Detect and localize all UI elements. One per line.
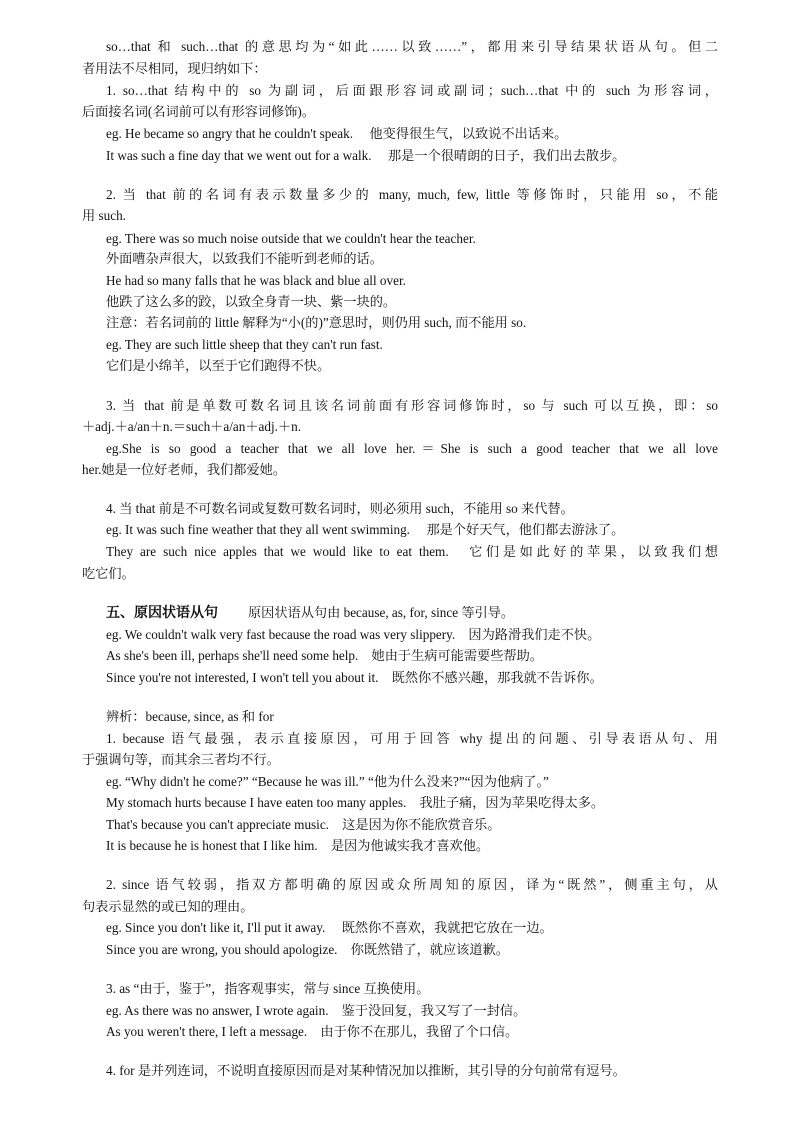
text-line: eg. We couldn't walk very fast because the road was very slippery. 因为路滑我们走不快。	[106, 627, 601, 642]
section-heading-line	[82, 603, 718, 623]
text-line: eg. “Why didn't he come?” “Because he was ill.” “他为什么没来?”“因为他病了。”	[106, 774, 549, 789]
section-intro: 原因状语从句由 because, as, for, since 等引导。	[248, 605, 515, 620]
text-line: Since you're not interested, I won't tell you about it. 既然你不感兴趣，那我就不告诉你。	[106, 670, 603, 685]
text-line: 2. 当 that 前的名词有表示数量多少的 many, much, few, little 等修饰时，只能用 so，不能	[106, 187, 718, 202]
text-line: It is because he is honest that I like him. 是因为他诚实我才喜欢他。	[106, 838, 490, 853]
text-line: eg. They are such little sheep that they can't run fast.	[106, 337, 383, 352]
text-line: eg. Since you don't like it, I'll put it away. 既然你不喜欢，我就把它放在一边。	[106, 920, 553, 935]
text-line: ＋adj.＋a/an＋n.＝such＋a/an＋adj.＋n.	[82, 419, 302, 434]
text-line: 辨析：because, since, as 和 for	[106, 709, 274, 724]
text-line: eg. As there was no answer, I wrote again. 鉴于没回复，我又写了一封信。	[106, 1003, 527, 1018]
text-line: They are such nice apples that we would like to eat them. 它们是如此好的苹果，以致我们想	[106, 544, 718, 559]
text-line: eg.She is so good a teacher that we all love her.＝She is such a good teacher that we all love	[106, 441, 718, 456]
text-line: 4. 当 that 前是不可数名词或复数可数名词时，则必须用 such，不能用 so 来代替。	[106, 501, 574, 516]
text-line: He had so many falls that he was black and blue all over.	[106, 273, 406, 288]
text-line: 1. so…that 结构中的 so 为副词，后面跟形容词或副词；such…that 中的 such 为形容词，	[106, 83, 718, 98]
text-line: It was such a fine day that we went out for a walk. 那是一个很晴朗的日子，我们出去散步。	[106, 148, 626, 163]
text-line: My stomach hurts because I have eaten too many apples. 我肚子痛，因为苹果吃得太多。	[106, 795, 605, 810]
text-line: eg. It was such fine weather that they all went swimming. 那是个好天气，他们都去游泳了。	[106, 522, 625, 537]
text-line: 3. as “由于，鉴于”，指客观事实，常与 since 互换使用。	[106, 981, 430, 996]
text-line: 句表示显然的或已知的理由。	[82, 899, 254, 914]
text-line: 外面嘈杂声很大，以致我们不能听到老师的话。	[106, 251, 383, 266]
text-line: Since you are wrong, you should apologize. 你既然错了，就应该道歉。	[106, 942, 509, 957]
text-line: 4. for 是并列连词，不说明直接原因而是对某种情况加以推断，其引导的分句前常有逗号。	[106, 1063, 626, 1078]
text-line: 他跌了这么多的跤，以致全身青一块、紫一块的。	[106, 294, 397, 309]
text-line: 后面接名词(名词前可以有形容词修饰)。	[82, 104, 315, 119]
text-line: 1. because 语气最强，表示直接原因，可用于回答 why 提出的问题、引导表语从句、用	[106, 731, 718, 746]
text-line: 注意：若名词前的 little 解释为“小(的)”意思时，则仍用 such, 而不能用 so.	[106, 315, 527, 330]
text-line: 3. 当 that 前是单数可数名词且该名词前面有形容词修饰时，so 与 such 可以互换，即：so	[106, 398, 718, 413]
text-line: 2. since 语气较弱，指双方都明确的原因或众所周知的原因，译为“既然”，侧重主句，从	[106, 877, 718, 892]
text-line: eg. There was so much noise outside that we couldn't hear the teacher.	[106, 231, 476, 246]
text-line: her.她是一位好老师，我们都爱她。	[82, 462, 287, 477]
text-line: That's because you can't appreciate music. 这是因为你不能欣赏音乐。	[106, 817, 501, 832]
text-line: eg. He became so angry that he couldn't speak. 他变得很生气，以致说不出话来。	[106, 126, 568, 141]
section-heading: 五、原因状语从句	[106, 606, 218, 621]
text-line: As you weren't there, I left a message. 由于你不在那儿，我留了个口信。	[106, 1024, 519, 1039]
text-line: 它们是小绵羊，以至于它们跑得不快。	[106, 358, 331, 373]
text-line: 者用法不尽相同，现归纳如下：	[82, 61, 267, 76]
text-line: 吃它们。	[82, 566, 135, 581]
text-line: 于强调句等，而其余三者均不行。	[82, 752, 280, 767]
text-line: As she's been ill, perhaps she'll need some help. 她由于生病可能需要些帮助。	[106, 648, 543, 663]
text-line: 用 such.	[82, 208, 126, 223]
text-line: so…that 和 such…that 的意思均为“如此……以致……”，都用来引导结果状语从句。但二	[106, 39, 718, 54]
